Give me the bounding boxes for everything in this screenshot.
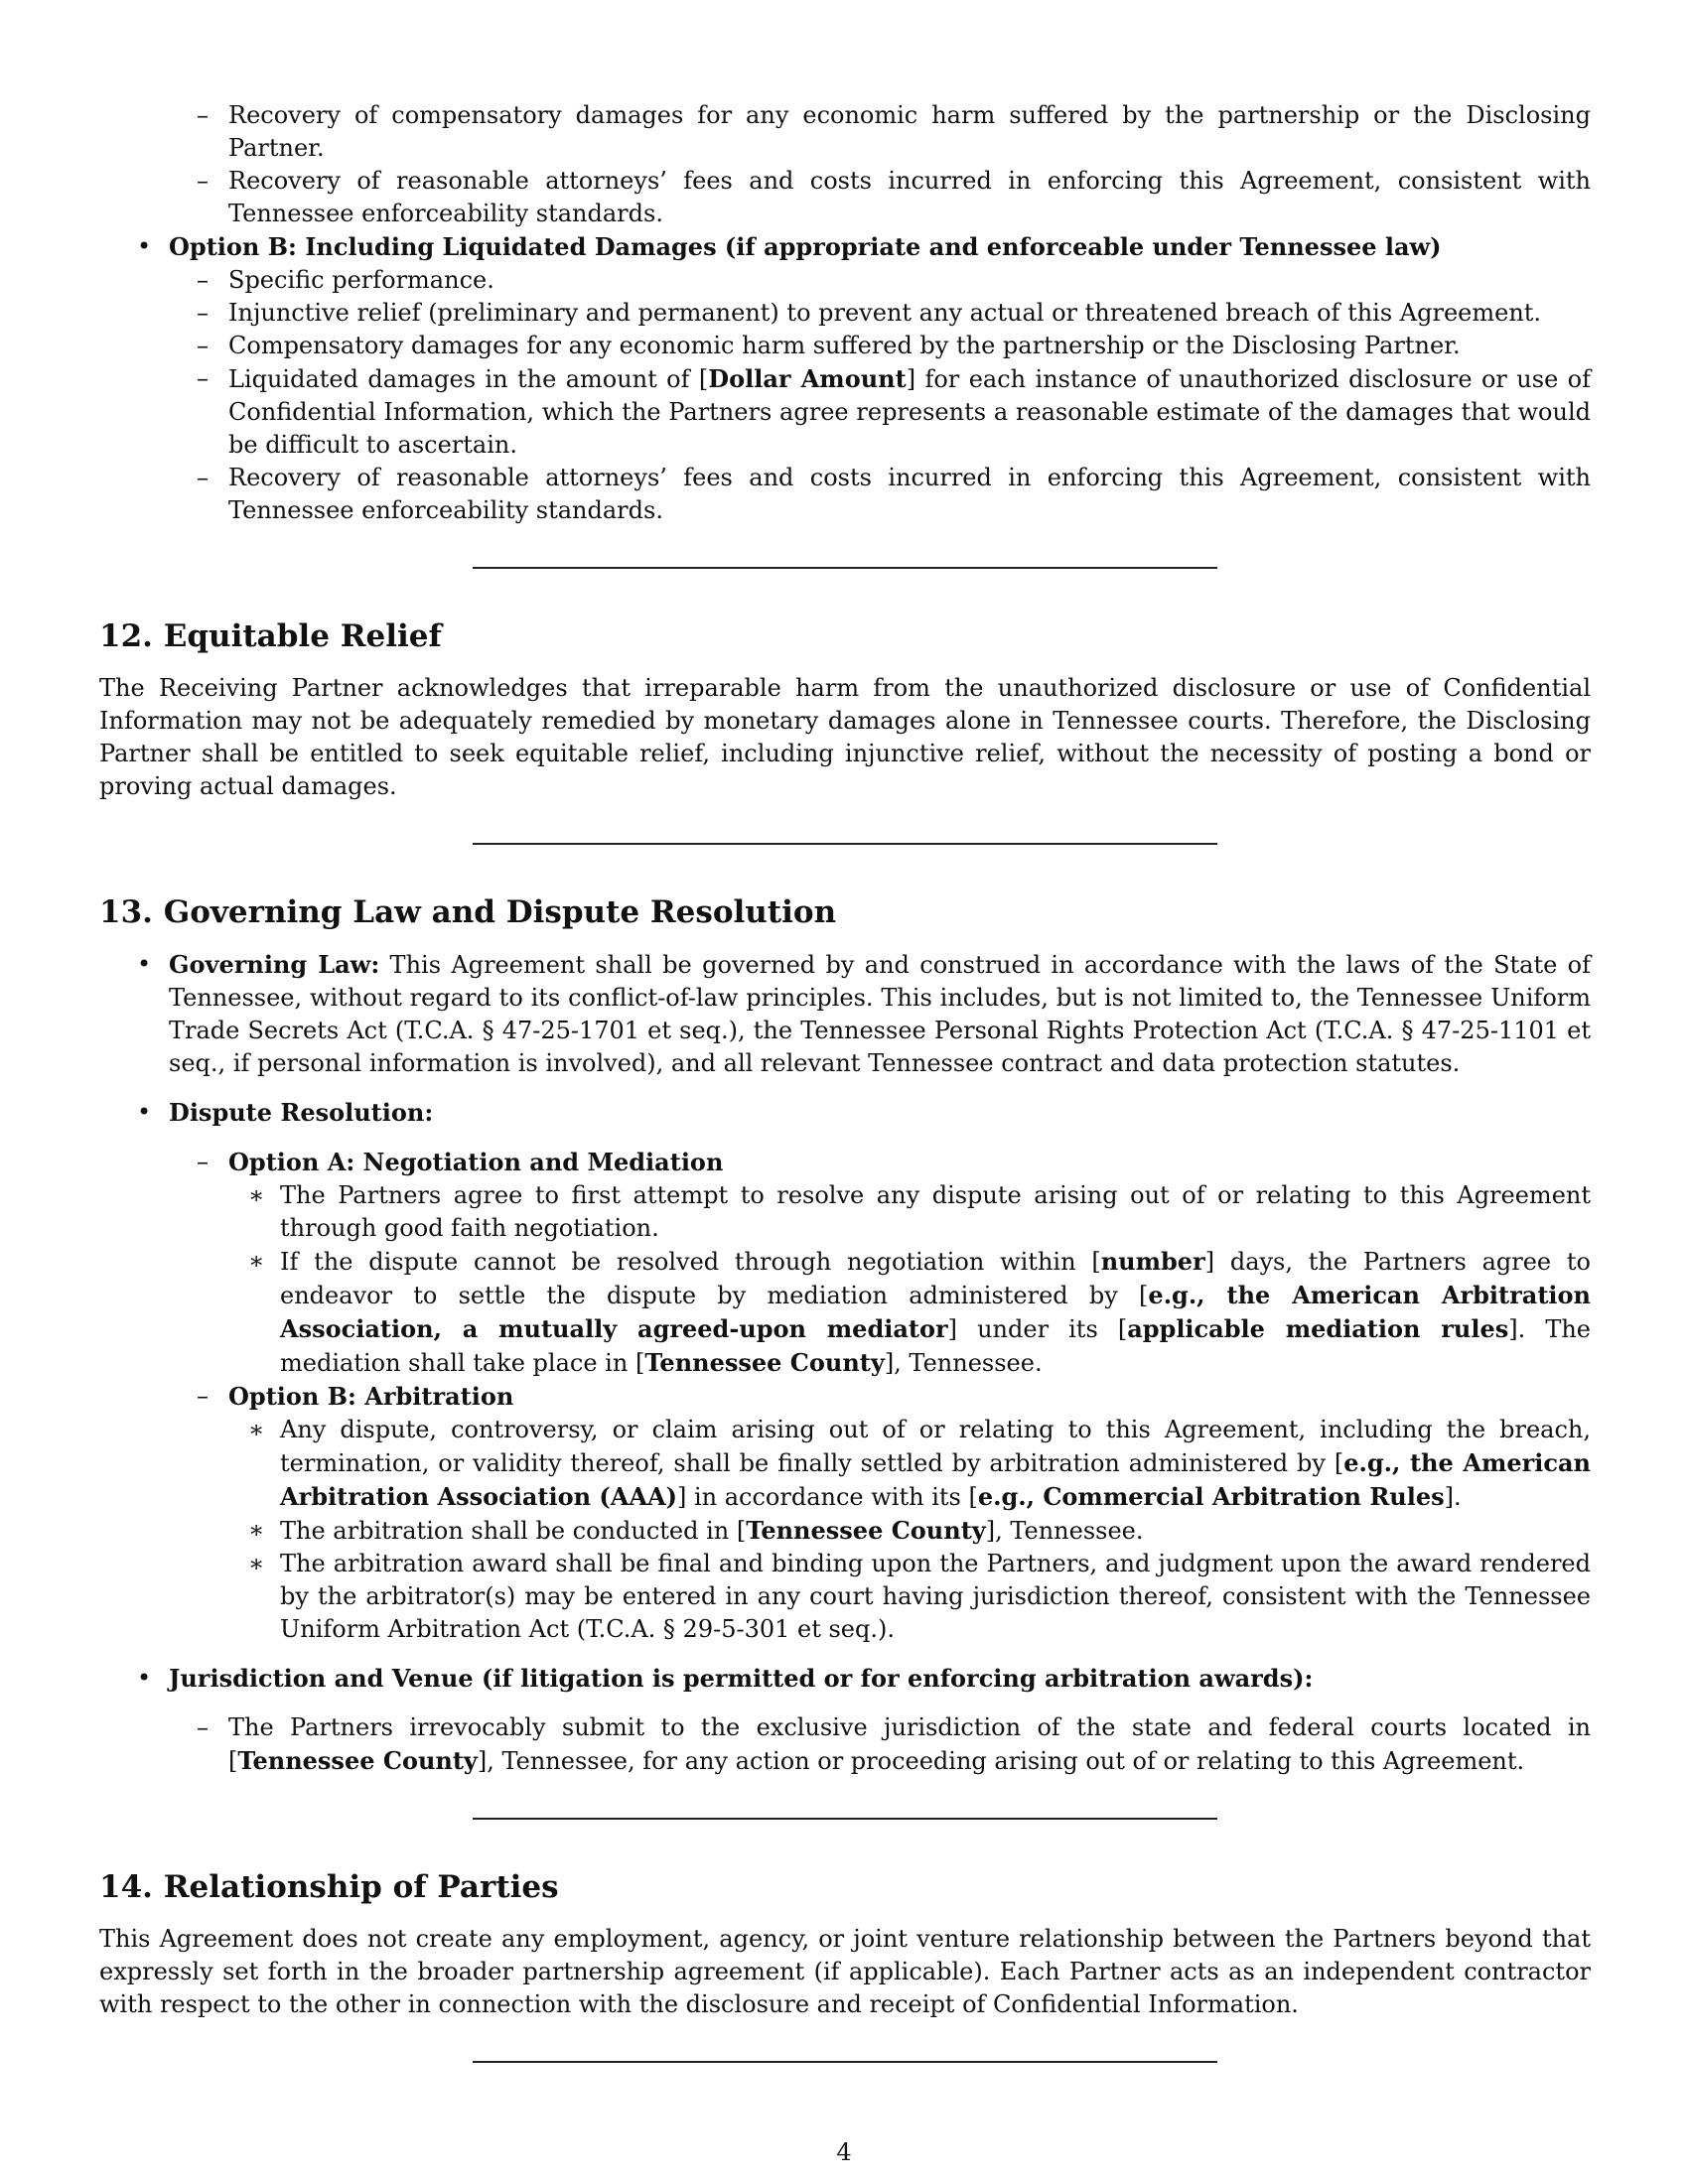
dash-marker: – (197, 167, 209, 195)
list-item: ∗ The arbitration award shall be final and binding upon the Partners, and judgment upon the award rendered by the arbitrator(s) may be entered in any court having jurisdiction thereof, consistent with the Tennessee Uniform Arbitration Act (T.C.A. § 29-5-301 et seq.). (248, 1550, 1591, 1643)
dash-marker: – (197, 1148, 209, 1175)
star-marker: ∗ (248, 1416, 265, 1443)
list-item: – Liquidated damages in the amount of [Dollar Amount] for each instance of unauthorized disclosure or use of Confidential Information, which the Partners agree represents a reasonable estimate of the damages that would be difficult to ascertain. (197, 364, 1592, 459)
dispute-resolution-item: • Dispute Resolution: (137, 1098, 434, 1127)
star-marker: ∗ (248, 1516, 265, 1544)
list-item: ∗ The Partners agree to first attempt to resolve any dispute arising out of or relating to this Agreement through good faith negotiation. (248, 1181, 1591, 1242)
option-b-title: Option B: Including Liquidated Damages (if appropriate and enforceable under Tennessee law) (169, 232, 1442, 261)
option-b-item (99, 230, 1591, 264)
list-item: – Recovery of compensatory damages for any economic harm suffered by the partnership or the Disclosing Partner. (197, 101, 1591, 162)
section-divider (473, 1818, 1217, 1820)
list-item: – Recovery of reasonable attorneys’ fees and costs incurred in enforcing this Agreement, consistent with Tennessee enforceability standards. (197, 464, 1591, 524)
list-item: – Compensatory damages for any economic harm suffered by the partnership or the Disclosing Partner. (99, 330, 1591, 362)
section-heading-14: 14. Relationship of Parties (99, 1869, 559, 1905)
list-item: ∗ Any dispute, controversy, or claim arising out of or relating to this Agreement, including the breach, termination, or validity thereof, shall be finally settled by arbitration administered by [e.g., the American Arbitration Association (AAA)] in accordance with its [e.g., Commercial Arbitration Rules]. (248, 1416, 1592, 1511)
dash-marker: – (197, 364, 209, 392)
star-marker: ∗ (248, 1247, 265, 1275)
bullet-marker: • (137, 1098, 152, 1126)
dash-marker: – (197, 464, 209, 491)
section-heading-13: 13. Governing Law and Dispute Resolution (99, 894, 837, 930)
bullet-marker: • (137, 950, 152, 978)
section-divider (473, 843, 1217, 845)
bullet-marker: • (137, 232, 152, 260)
list-item: – Specific performance. (99, 264, 1591, 297)
list-item: – Recovery of reasonable attorneys’ fees and costs incurred in enforcing this Agreement, consistent with Tennessee enforceability standards. (197, 167, 1591, 227)
section-divider (473, 2061, 1217, 2063)
list-item: ∗ The arbitration shall be conducted in [Tennessee County], Tennessee. (248, 1516, 1144, 1545)
dash-marker: – (197, 299, 209, 327)
list-item: – Injunctive relief (preliminary and permanent) to prevent any actual or threatened breach of this Agreement. (99, 297, 1591, 330)
list-item: – The Partners irrevocably submit to the exclusive jurisdiction of the state and federal courts located in [Tennessee County], Tennessee, for any action or proceeding arising out of or relating to this Agreement. (197, 1713, 1591, 1775)
star-marker: ∗ (248, 1181, 265, 1209)
section-divider (473, 567, 1217, 569)
option-b-arbitration-item: – Option B: Arbitration (197, 1382, 514, 1411)
dash-marker: – (197, 266, 209, 294)
document-page (99, 99, 1591, 2063)
governing-law-item: • Governing Law: This Agreement shall be governed by and construed in accordance with the laws of the State of Tennessee, without regard to its conflict-of-law principles. This includes, but is not limited to, the Tennessee Uniform Trade Secrets Act (T.C.A. § 47-25-1701 et seq.), the Tennessee Personal Rights Protection Act (T.C.A. § 47-25-1101 et seq., if personal information is involved), and all relevant Tennessee contract and data protection statutes. (137, 950, 1591, 1077)
list-item: ∗ If the dispute cannot be resolved through negotiation within [number] days, the Partners agree to endeavor to settle the dispute by mediation administered by [e.g., the American Arbitration Association, a mutually agreed-upon mediator] under its [applicable mediation rules]. The mediation shall take place in [Tennessee County], Tennessee. (248, 1247, 1592, 1377)
section-body-14: This Agreement does not create any employment, agency, or joint venture relationship between the Partners beyond that expressly set forth in the broader partnership agreement (if applicable). Each Partner acts as an independent contractor with respect to the other in connection with the disclosure and receipt of Confidential Information. (99, 1925, 1591, 2018)
star-marker: ∗ (248, 1550, 265, 1577)
jurisdiction-item: • Jurisdiction and Venue (if litigation is permitted or for enforcing arbitration awards): (137, 1664, 1314, 1693)
page-number: 4 (836, 2138, 852, 2166)
dash-marker: – (197, 1382, 209, 1410)
dash-marker: – (197, 1713, 209, 1741)
section-body-12: The Receiving Partner acknowledges that irreparable harm from the unauthorized disclosure or use of Confidential Information may not be adequately remedied by monetary damages alone in Tennessee courts. Therefore, the Disclosing Partner shall be entitled to seek equitable relief, including injunctive relief, without the necessity of posting a bond or proving actual damages. (99, 674, 1591, 800)
dash-marker: – (197, 101, 209, 129)
remedies-list (99, 99, 1591, 527)
option-a-item: – Option A: Negotiation and Mediation (197, 1148, 724, 1176)
bullet-marker: • (137, 1664, 152, 1692)
dash-marker: – (197, 332, 209, 359)
section-heading-12: 12. Equitable Relief (99, 618, 442, 654)
